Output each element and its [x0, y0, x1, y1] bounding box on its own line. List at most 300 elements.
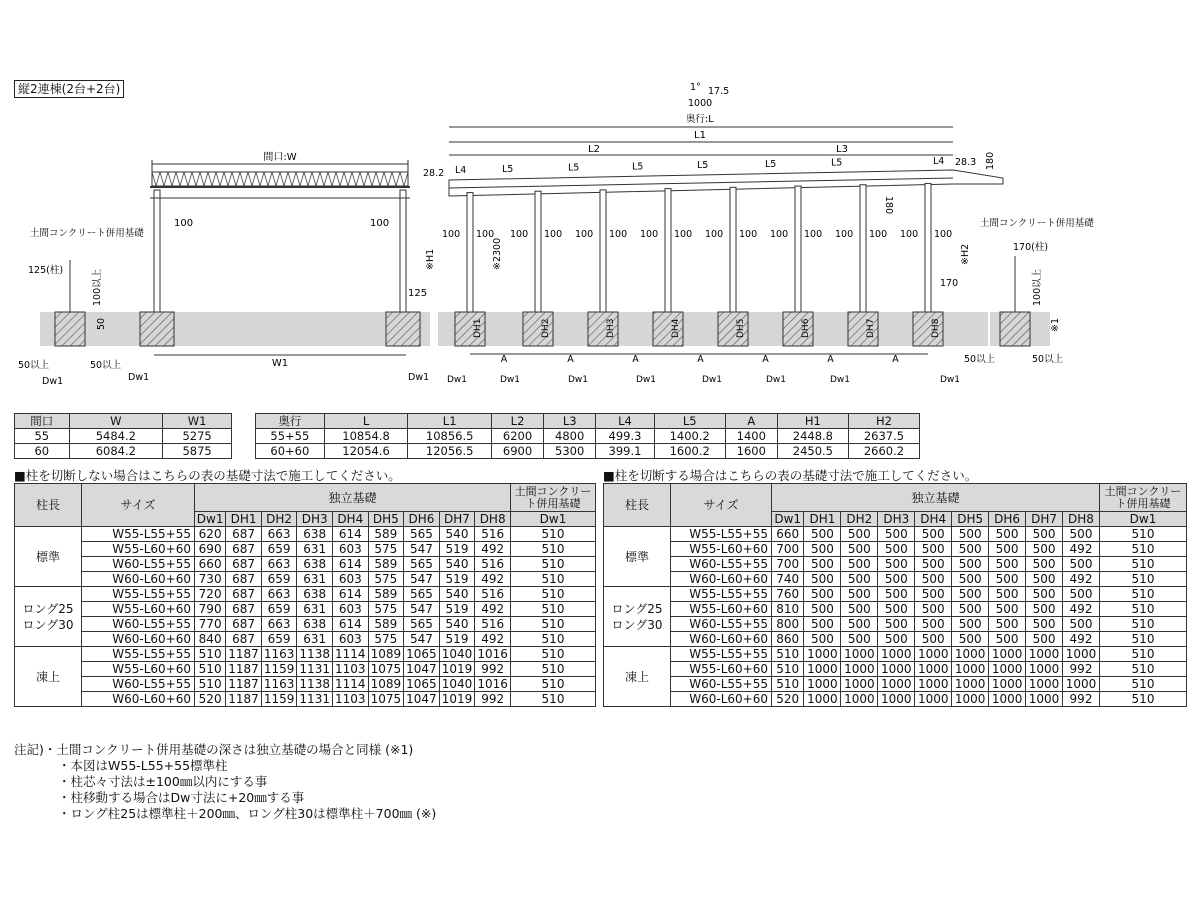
cell: 55: [15, 429, 70, 444]
cell: 492: [475, 632, 511, 647]
cell: 687: [226, 602, 262, 617]
cell: 500: [841, 557, 878, 572]
cell: W60-L60+60: [671, 692, 772, 707]
th: DH4: [332, 512, 368, 527]
th: A: [725, 414, 777, 429]
th: H2: [848, 414, 919, 429]
cell: 500: [804, 602, 841, 617]
cell: 519: [439, 602, 475, 617]
side-column: [925, 183, 931, 312]
cell: 659: [261, 542, 297, 557]
cell: 1000: [952, 692, 989, 707]
caption-left: ■柱を切断しない場合はこちらの表の基礎寸法で施工してください。: [14, 468, 401, 483]
l3-label: L3: [836, 144, 848, 155]
cell: 500: [1026, 542, 1063, 557]
cell: 500: [989, 632, 1026, 647]
side-column: [795, 186, 801, 312]
cell: 565: [404, 527, 440, 542]
a-label: A: [567, 354, 574, 365]
cell: 690: [195, 542, 226, 557]
a-label: A: [892, 354, 899, 365]
dw-label: Dw1: [766, 375, 787, 385]
cell: 687: [226, 632, 262, 647]
front-dw1-a: Dw1: [42, 376, 64, 387]
cell: 1047: [404, 662, 440, 677]
cell: 500: [915, 572, 952, 587]
cell: 510: [195, 662, 226, 677]
cell: 10854.8: [324, 429, 408, 444]
cell: 810: [772, 602, 804, 617]
cell: W55-L55+55: [82, 587, 195, 602]
cell: 790: [195, 602, 226, 617]
cell: 500: [1026, 602, 1063, 617]
cell: 1089: [368, 647, 404, 662]
cell: 1065: [404, 677, 440, 692]
cell: 2660.2: [848, 444, 919, 459]
cell: 663: [261, 527, 297, 542]
cell: 1000: [804, 647, 841, 662]
side-base-label: 土間コンクリート併用基礎: [980, 218, 1094, 229]
th: Dw1: [772, 512, 804, 527]
d282: 28.2: [423, 168, 445, 179]
cell: 510: [195, 647, 226, 662]
cell: 500: [952, 602, 989, 617]
cell: 6200: [491, 429, 543, 444]
cell: W60-L60+60: [82, 692, 195, 707]
th: L5: [654, 414, 725, 429]
dw-label: Dw1: [500, 375, 521, 385]
cell: 492: [475, 602, 511, 617]
offset-100: 100: [674, 229, 693, 240]
group-label: 凍上: [604, 647, 671, 707]
cell: 510: [1100, 542, 1187, 557]
cell: 492: [1063, 632, 1100, 647]
cell: 1000: [804, 662, 841, 677]
front-foundation-right: [386, 312, 420, 346]
cell: 516: [475, 617, 511, 632]
group-label: ロング25 ロング30: [15, 587, 82, 647]
cell: 500: [878, 572, 915, 587]
cell: 1000: [841, 662, 878, 677]
cell: 663: [261, 587, 297, 602]
cell: 1075: [368, 692, 404, 707]
cell: 1000: [804, 692, 841, 707]
side-column: [665, 189, 671, 312]
cell: W60-L60+60: [671, 632, 772, 647]
cell: 1600: [725, 444, 777, 459]
offset-100: 100: [770, 229, 789, 240]
cell: 1000: [1063, 677, 1100, 692]
cell: 510: [511, 602, 596, 617]
cell: 1000: [1063, 647, 1100, 662]
cell: 1019: [439, 692, 475, 707]
h2-label: ※H2: [960, 243, 971, 265]
cell: 1000: [989, 647, 1026, 662]
cell: W55-L55+55: [671, 587, 772, 602]
th: DH3: [297, 512, 333, 527]
caption-right: ■柱を切断する場合はこちらの表の基礎寸法で施工してください。: [603, 468, 978, 483]
cell: 1047: [404, 692, 440, 707]
cell: 500: [841, 572, 878, 587]
a-label: A: [827, 354, 834, 365]
cell: 500: [1063, 527, 1100, 542]
cell: 614: [332, 587, 368, 602]
side-column: [535, 191, 541, 312]
cell: 575: [368, 572, 404, 587]
depth-table: [255, 413, 920, 459]
l4-label: L4: [933, 156, 945, 167]
cell: 614: [332, 527, 368, 542]
cell: 2448.8: [777, 429, 848, 444]
cell: 500: [1026, 527, 1063, 542]
th: 間口: [15, 414, 70, 429]
offset-100: 100: [869, 229, 888, 240]
side-column: [860, 185, 866, 312]
cell: 730: [195, 572, 226, 587]
cell: 687: [226, 557, 262, 572]
cell: 575: [368, 542, 404, 557]
cell: 603: [332, 542, 368, 557]
dh-label: DH3: [606, 318, 616, 338]
th: DH7: [1026, 512, 1063, 527]
cell: 519: [439, 632, 475, 647]
cell: W60-L55+55: [82, 557, 195, 572]
th: Dw1: [1100, 512, 1187, 527]
front-column-right: [400, 190, 406, 312]
th: L3: [544, 414, 596, 429]
cell: 992: [475, 662, 511, 677]
front-50up-right: 50以上: [90, 360, 122, 371]
cell: 500: [1026, 632, 1063, 647]
cell: 631: [297, 602, 333, 617]
cell: 520: [195, 692, 226, 707]
cell: 6084.2: [69, 444, 163, 459]
slope-label: 1°: [690, 82, 701, 93]
a-label: A: [697, 354, 704, 365]
side-column: [600, 190, 606, 312]
cell: 603: [332, 632, 368, 647]
cell: 510: [1100, 527, 1187, 542]
cell: 1089: [368, 677, 404, 692]
foundation-table-uncut: [14, 483, 596, 707]
cell: 500: [989, 617, 1026, 632]
l5-label: L5: [765, 158, 777, 170]
cell: 492: [1063, 602, 1100, 617]
cell: 5484.2: [69, 429, 163, 444]
label-50: 50: [96, 317, 107, 330]
cell: W60-L55+55: [82, 677, 195, 692]
cell: 5875: [163, 444, 232, 459]
offset-100: 100: [510, 229, 529, 240]
label-125: 125: [408, 288, 428, 299]
cell: 510: [1100, 662, 1187, 677]
dh-label: DH7: [866, 318, 876, 338]
cell: 510: [1100, 587, 1187, 602]
front-roof: [150, 160, 410, 187]
cell: 659: [261, 572, 297, 587]
cell: 1138: [297, 647, 333, 662]
front-dw1-b: Dw1: [128, 372, 150, 383]
cell: 510: [1100, 647, 1187, 662]
th: W1: [163, 414, 232, 429]
cell: 516: [475, 587, 511, 602]
cell: 500: [1026, 557, 1063, 572]
cell: 500: [1026, 617, 1063, 632]
cell: 1187: [226, 662, 262, 677]
offset-100: 100: [442, 229, 461, 240]
slope-top: 17.5: [708, 86, 730, 97]
depth-label: 奥行:L: [686, 114, 714, 125]
cell: 510: [772, 647, 804, 662]
l5-label: L5: [697, 160, 709, 172]
cell: 500: [915, 527, 952, 542]
offset-100: 100: [544, 229, 563, 240]
cell: 1000: [915, 647, 952, 662]
cell: 540: [439, 617, 475, 632]
notes: [14, 742, 436, 822]
front-offset-right: 100: [370, 218, 390, 229]
offset-100: 100: [640, 229, 659, 240]
cell: 500: [841, 617, 878, 632]
th: Dw1: [195, 512, 226, 527]
cell: 770: [195, 617, 226, 632]
cell: 55+55: [256, 429, 325, 444]
front-dw1-c: Dw1: [408, 372, 430, 383]
cell: 700: [772, 557, 804, 572]
cell: 687: [226, 542, 262, 557]
cell: W60-L60+60: [671, 572, 772, 587]
cell: 631: [297, 632, 333, 647]
cell: 1000: [1026, 692, 1063, 707]
side-100up: 100以上: [1032, 268, 1043, 306]
th: DH6: [404, 512, 440, 527]
cell: 687: [226, 572, 262, 587]
cell: 638: [297, 587, 333, 602]
cell: 547: [404, 572, 440, 587]
cell: 500: [915, 602, 952, 617]
cell: W60-L55+55: [671, 617, 772, 632]
cell: 1138: [297, 677, 333, 692]
cell: 500: [1026, 572, 1063, 587]
cell: 547: [404, 542, 440, 557]
cell: 1000: [804, 677, 841, 692]
cell: 6900: [491, 444, 543, 459]
offset-100: 100: [476, 229, 495, 240]
cell: 540: [439, 557, 475, 572]
dw-label: Dw1: [702, 375, 723, 385]
th: H1: [777, 414, 848, 429]
cell: 1000: [952, 662, 989, 677]
cell: 500: [952, 617, 989, 632]
h1-label: ※H1: [425, 248, 436, 270]
cell: 575: [368, 602, 404, 617]
cell: 565: [404, 587, 440, 602]
th: 柱長: [604, 484, 671, 527]
cell: 510: [195, 677, 226, 692]
cell: 1000: [841, 692, 878, 707]
cell: 1000: [915, 662, 952, 677]
d2300-label: ※2300: [492, 237, 503, 270]
cell: 620: [195, 527, 226, 542]
label-125-col: 125(柱): [28, 265, 64, 276]
dw-label: Dw1: [636, 375, 657, 385]
cell: 1131: [297, 692, 333, 707]
cell: 659: [261, 602, 297, 617]
a-label: A: [632, 354, 639, 365]
foundation-table-cut: [603, 483, 1187, 707]
note-line: ・柱移動する場合はDw寸法に+20㎜する事: [58, 790, 305, 805]
cell: 663: [261, 557, 297, 572]
cell: 540: [439, 587, 475, 602]
cell: 687: [226, 617, 262, 632]
dw-label: Dw1: [830, 375, 851, 385]
elevation-drawings: [0, 0, 1200, 400]
d170: 170: [940, 278, 959, 289]
cell: 500: [841, 632, 878, 647]
th: DH3: [878, 512, 915, 527]
dw-label: Dw1: [568, 375, 589, 385]
offset-100: 100: [739, 229, 758, 240]
cell: 1000: [1026, 647, 1063, 662]
cell: 510: [511, 587, 596, 602]
cell: 510: [772, 662, 804, 677]
th: サイズ: [82, 484, 195, 527]
th: W: [69, 414, 163, 429]
cell: W55-L55+55: [82, 527, 195, 542]
th: DH4: [915, 512, 952, 527]
cell: 1016: [475, 647, 511, 662]
side-roof: [449, 170, 1003, 196]
cell: 500: [915, 587, 952, 602]
front-width-label: 間口:W: [263, 152, 297, 163]
l5-label: L5: [502, 164, 514, 175]
cell: W60-L55+55: [671, 677, 772, 692]
th: DH8: [475, 512, 511, 527]
group-label: ロング25 ロング30: [604, 587, 671, 647]
cell: W55-L60+60: [82, 662, 195, 677]
cell: 500: [878, 542, 915, 557]
note-line: 注記)・土間コンクリート併用基礎の深さは独立基礎の場合と同様 (※1): [14, 742, 414, 757]
cell: 500: [841, 587, 878, 602]
cell: 510: [511, 527, 596, 542]
a-label: A: [500, 354, 508, 365]
l4-label: L4: [455, 165, 467, 176]
dw-label: Dw1: [447, 375, 468, 385]
d180b: 180: [883, 196, 894, 215]
offset-100: 100: [900, 229, 919, 240]
cell: 1075: [368, 662, 404, 677]
cell: 540: [439, 527, 475, 542]
front-column-left: [154, 190, 160, 312]
cell: 1159: [261, 662, 297, 677]
cell: 1163: [261, 647, 297, 662]
group-label: 凍上: [15, 647, 82, 707]
side-50up-right: 50以上: [1032, 354, 1064, 365]
cell: 500: [915, 617, 952, 632]
cell: 800: [772, 617, 804, 632]
cell: W55-L55+55: [671, 527, 772, 542]
cell: 500: [841, 602, 878, 617]
cell: 1000: [989, 692, 1026, 707]
th: DH6: [989, 512, 1026, 527]
cell: 500: [952, 587, 989, 602]
dh-label: DH5: [736, 318, 746, 338]
cell: 500: [989, 602, 1026, 617]
a-label: A: [762, 354, 769, 365]
cell: 500: [841, 542, 878, 557]
cell: 1114: [332, 677, 368, 692]
cell: 12056.5: [408, 444, 492, 459]
cell: 1040: [439, 677, 475, 692]
th: DH2: [261, 512, 297, 527]
th: 奥行: [256, 414, 325, 429]
cell: 1000: [952, 677, 989, 692]
dh-label: DH2: [541, 318, 551, 338]
th: L: [324, 414, 408, 429]
cell: 500: [952, 572, 989, 587]
offset-100: 100: [705, 229, 724, 240]
cell: 631: [297, 542, 333, 557]
cell: 638: [297, 557, 333, 572]
cell: 510: [511, 692, 596, 707]
th: DH2: [841, 512, 878, 527]
cell: 500: [878, 587, 915, 602]
note-line: ・ロング柱25は標準柱＋200㎜、ロング柱30は標準柱＋700㎜ (※): [58, 806, 437, 821]
cell: W55-L60+60: [671, 602, 772, 617]
cell: 720: [195, 587, 226, 602]
cell: 60: [15, 444, 70, 459]
cell: 700: [772, 542, 804, 557]
cell: 1000: [878, 647, 915, 662]
cell: 638: [297, 527, 333, 542]
cell: 1000: [878, 662, 915, 677]
cell: 500: [989, 557, 1026, 572]
group-label: 標準: [604, 527, 671, 587]
cell: 500: [841, 527, 878, 542]
cell: 589: [368, 617, 404, 632]
front-foundation-left: [140, 312, 174, 346]
cell: 492: [1063, 542, 1100, 557]
cell: 500: [989, 587, 1026, 602]
cell: 519: [439, 572, 475, 587]
cell: 500: [804, 617, 841, 632]
cell: 500: [989, 572, 1026, 587]
cell: 510: [1100, 557, 1187, 572]
cell: 992: [1063, 662, 1100, 677]
cell: 500: [952, 542, 989, 557]
cell: 1000: [915, 692, 952, 707]
l5-label: L5: [632, 161, 644, 173]
th: DH1: [226, 512, 262, 527]
cell: 492: [1063, 572, 1100, 587]
cell: 499.3: [596, 429, 654, 444]
cell: W55-L55+55: [82, 647, 195, 662]
th: 独立基礎: [772, 484, 1100, 512]
cell: 760: [772, 587, 804, 602]
cell: 603: [332, 602, 368, 617]
cell: 500: [878, 632, 915, 647]
cell: 575: [368, 632, 404, 647]
cell: 1065: [404, 647, 440, 662]
cell: 500: [804, 542, 841, 557]
ground-side: [438, 312, 988, 346]
cell: 510: [1100, 617, 1187, 632]
cell: W60-L55+55: [82, 617, 195, 632]
cell: 500: [878, 527, 915, 542]
cell: 500: [915, 542, 952, 557]
cell: 565: [404, 557, 440, 572]
th: Dw1: [511, 512, 596, 527]
